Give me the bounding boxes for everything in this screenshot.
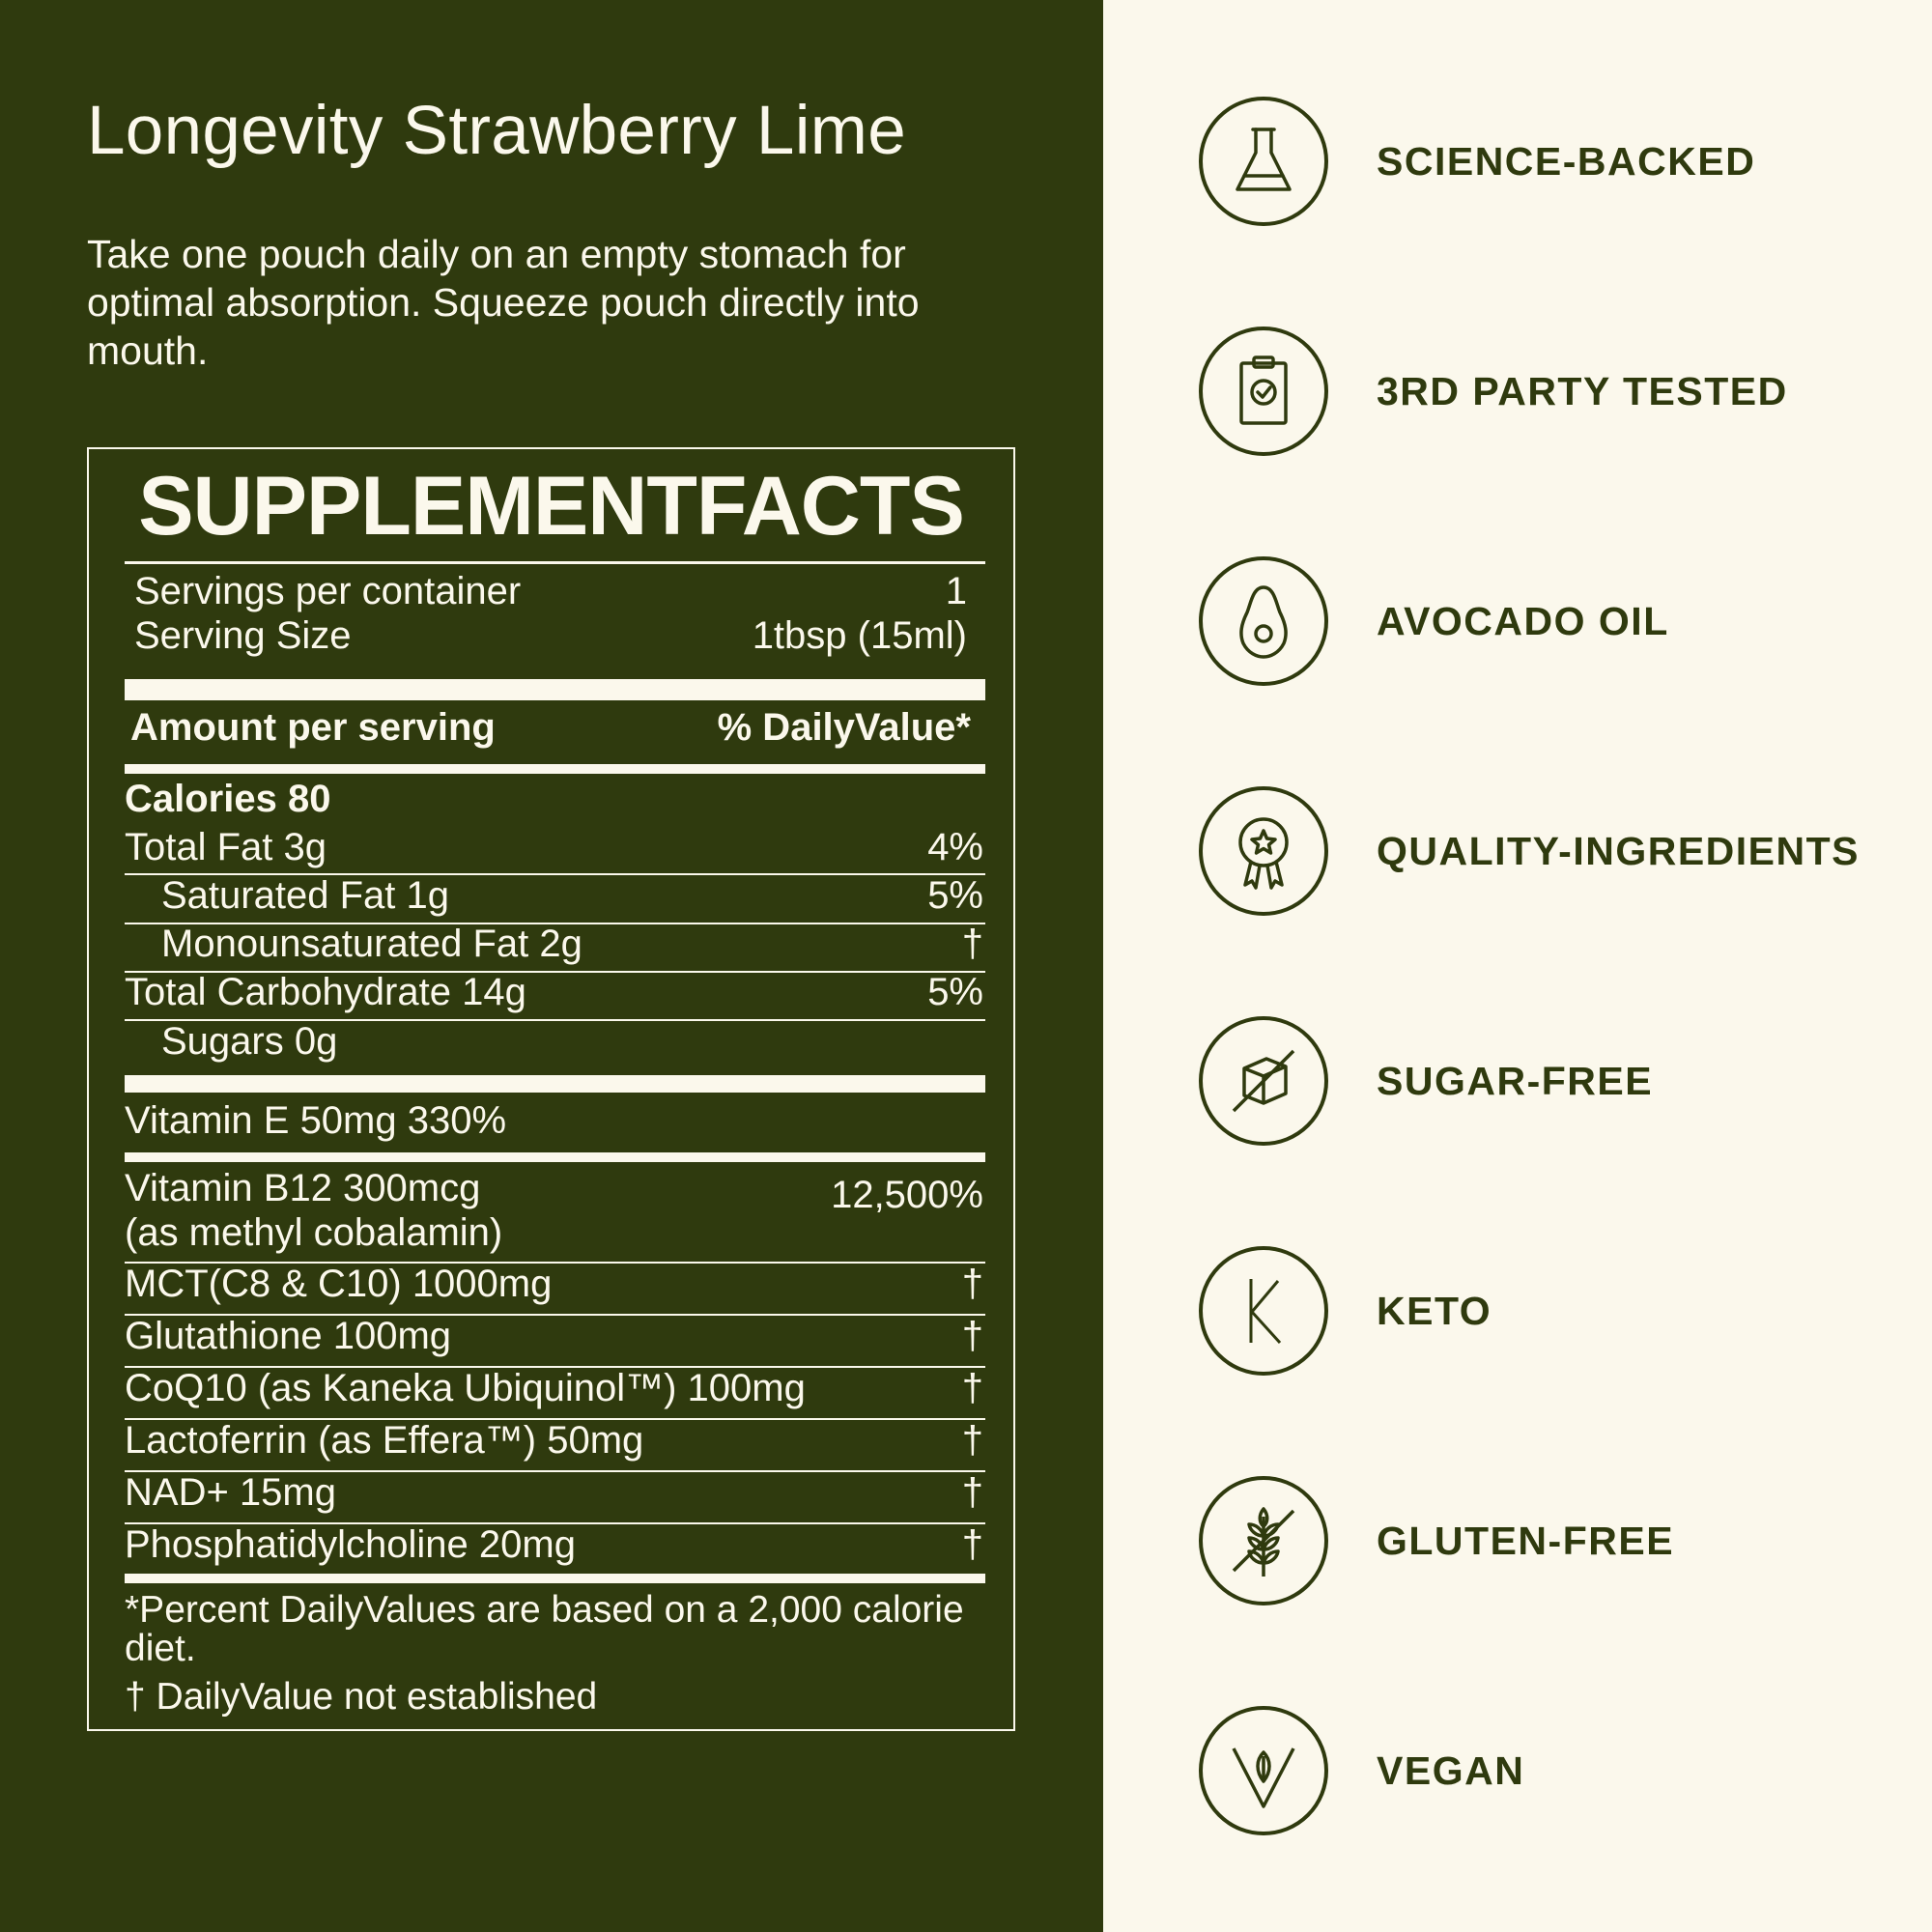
feature-label: GLUTEN-FREE bbox=[1377, 1518, 1675, 1563]
ingredient-dv: † bbox=[961, 1315, 983, 1357]
vitamin-b12-sub: (as methyl cobalamin) bbox=[125, 1211, 503, 1254]
footnote-daily-values: *Percent DailyValues are based on a 2,000 calorie diet. bbox=[125, 1589, 964, 1669]
nutrient-name: Total Fat 3g bbox=[125, 826, 327, 868]
clipboard-check-icon bbox=[1199, 327, 1328, 456]
servings-value: 1 bbox=[945, 570, 967, 612]
award-ribbon-icon bbox=[1199, 786, 1328, 916]
ingredient-row bbox=[125, 1471, 985, 1515]
nutrient-dv: † bbox=[961, 923, 983, 965]
ingredient-row bbox=[125, 1419, 985, 1463]
feature-sugar-free bbox=[1199, 1013, 1894, 1149]
nutrient-row bbox=[125, 923, 985, 966]
ingredient-dv: † bbox=[961, 1471, 983, 1514]
facts-heading: SUPPLEMENTFACTS bbox=[138, 460, 964, 553]
vitamin-b12-dv: 12,500% bbox=[831, 1174, 983, 1216]
vitamin-b12-row bbox=[125, 1166, 985, 1255]
nutrient-row bbox=[125, 971, 985, 1014]
right-panel bbox=[1103, 0, 1932, 1932]
feature-label: VEGAN bbox=[1377, 1747, 1525, 1793]
serving-size-row bbox=[134, 614, 967, 658]
feature-label: 3RD PARTY TESTED bbox=[1377, 368, 1788, 413]
feature-label: QUALITY-INGREDIENTS bbox=[1377, 828, 1861, 873]
feature-label: AVOCADO OIL bbox=[1377, 598, 1669, 643]
ingredient-dv: † bbox=[961, 1263, 983, 1305]
wheat-crossed-icon bbox=[1199, 1476, 1328, 1605]
ingredient-name: Phosphatidylcholine 20mg bbox=[125, 1523, 576, 1566]
avocado-icon bbox=[1199, 556, 1328, 686]
amount-header: Amount per serving bbox=[130, 706, 496, 749]
divider bbox=[125, 1152, 985, 1162]
ingredient-name: Lactoferrin (as Effera™) 50mg bbox=[125, 1419, 644, 1462]
ingredient-row bbox=[125, 1315, 985, 1358]
divider bbox=[125, 561, 985, 564]
amount-header-row bbox=[130, 706, 971, 750]
vitamin-b12-name-block bbox=[125, 1166, 502, 1255]
divider bbox=[125, 764, 985, 774]
feature-vegan bbox=[1199, 1703, 1894, 1838]
feature-science-backed bbox=[1199, 94, 1894, 229]
ingredient-name: Glutathione 100mg bbox=[125, 1315, 452, 1357]
leaf-v-icon bbox=[1199, 1706, 1328, 1835]
nutrient-name: Total Carbohydrate 14g bbox=[125, 971, 526, 1013]
product-title: Longevity Strawberry Lime bbox=[87, 93, 907, 169]
nutrient-dv: 4% bbox=[927, 826, 983, 868]
ingredient-name: CoQ10 (as Kaneka Ubiquinol™) 100mg bbox=[125, 1367, 806, 1409]
supplement-facts-panel bbox=[87, 447, 1015, 1731]
feature-avocado-oil bbox=[1199, 554, 1894, 689]
letter-k-icon bbox=[1199, 1246, 1328, 1376]
ingredient-name: MCT(C8 & C10) 1000mg bbox=[125, 1263, 553, 1305]
nutrient-row bbox=[125, 826, 985, 869]
ingredient-name: NAD+ 15mg bbox=[125, 1471, 336, 1514]
servings-row bbox=[134, 570, 967, 613]
nutrient-row bbox=[125, 874, 985, 918]
serving-size-label: Serving Size bbox=[134, 614, 352, 657]
calories-row bbox=[125, 778, 985, 821]
servings-label: Servings per container bbox=[134, 570, 522, 612]
ingredient-row bbox=[125, 1367, 985, 1410]
nutrient-dv: 5% bbox=[927, 971, 983, 1013]
ingredient-row bbox=[125, 1523, 985, 1567]
usage-instructions: Take one pouch daily on an empty stomach for optimal absorption. Squeeze pouch directly into mouth. bbox=[87, 232, 920, 373]
flask-icon bbox=[1199, 97, 1328, 226]
feature-label: KETO bbox=[1377, 1288, 1492, 1333]
sugar-cube-crossed-icon bbox=[1199, 1016, 1328, 1146]
feature-3rd-party-tested bbox=[1199, 324, 1894, 459]
footnote-not-established: † DailyValue not established bbox=[125, 1676, 598, 1718]
divider bbox=[125, 1574, 985, 1583]
dv-header: % DailyValue* bbox=[717, 706, 971, 749]
ingredient-row bbox=[125, 1263, 985, 1306]
feature-quality-ingredients bbox=[1199, 783, 1894, 919]
nutrient-row bbox=[125, 1020, 985, 1064]
ingredient-dv: † bbox=[961, 1419, 983, 1462]
nutrient-name: Sugars 0g bbox=[161, 1020, 338, 1063]
nutrient-name: Monounsaturated Fat 2g bbox=[161, 923, 582, 965]
vitamin-b12-name: Vitamin B12 300mcg bbox=[125, 1167, 481, 1209]
feature-label: SUGAR-FREE bbox=[1377, 1058, 1654, 1103]
nutrient-name: Saturated Fat 1g bbox=[161, 874, 449, 917]
vitamin-e: Vitamin E 50mg 330% bbox=[125, 1099, 507, 1142]
feature-keto bbox=[1199, 1243, 1894, 1378]
feature-gluten-free bbox=[1199, 1473, 1894, 1608]
feature-label: SCIENCE-BACKED bbox=[1377, 138, 1756, 184]
serving-size-value: 1tbsp (15ml) bbox=[752, 614, 967, 657]
vitamin-e-row bbox=[125, 1099, 985, 1143]
divider bbox=[125, 679, 985, 700]
nutrient-dv: 5% bbox=[927, 874, 983, 917]
calories: Calories 80 bbox=[125, 778, 331, 820]
divider bbox=[125, 1075, 985, 1093]
ingredient-dv: † bbox=[961, 1523, 983, 1566]
ingredient-dv: † bbox=[961, 1367, 983, 1409]
